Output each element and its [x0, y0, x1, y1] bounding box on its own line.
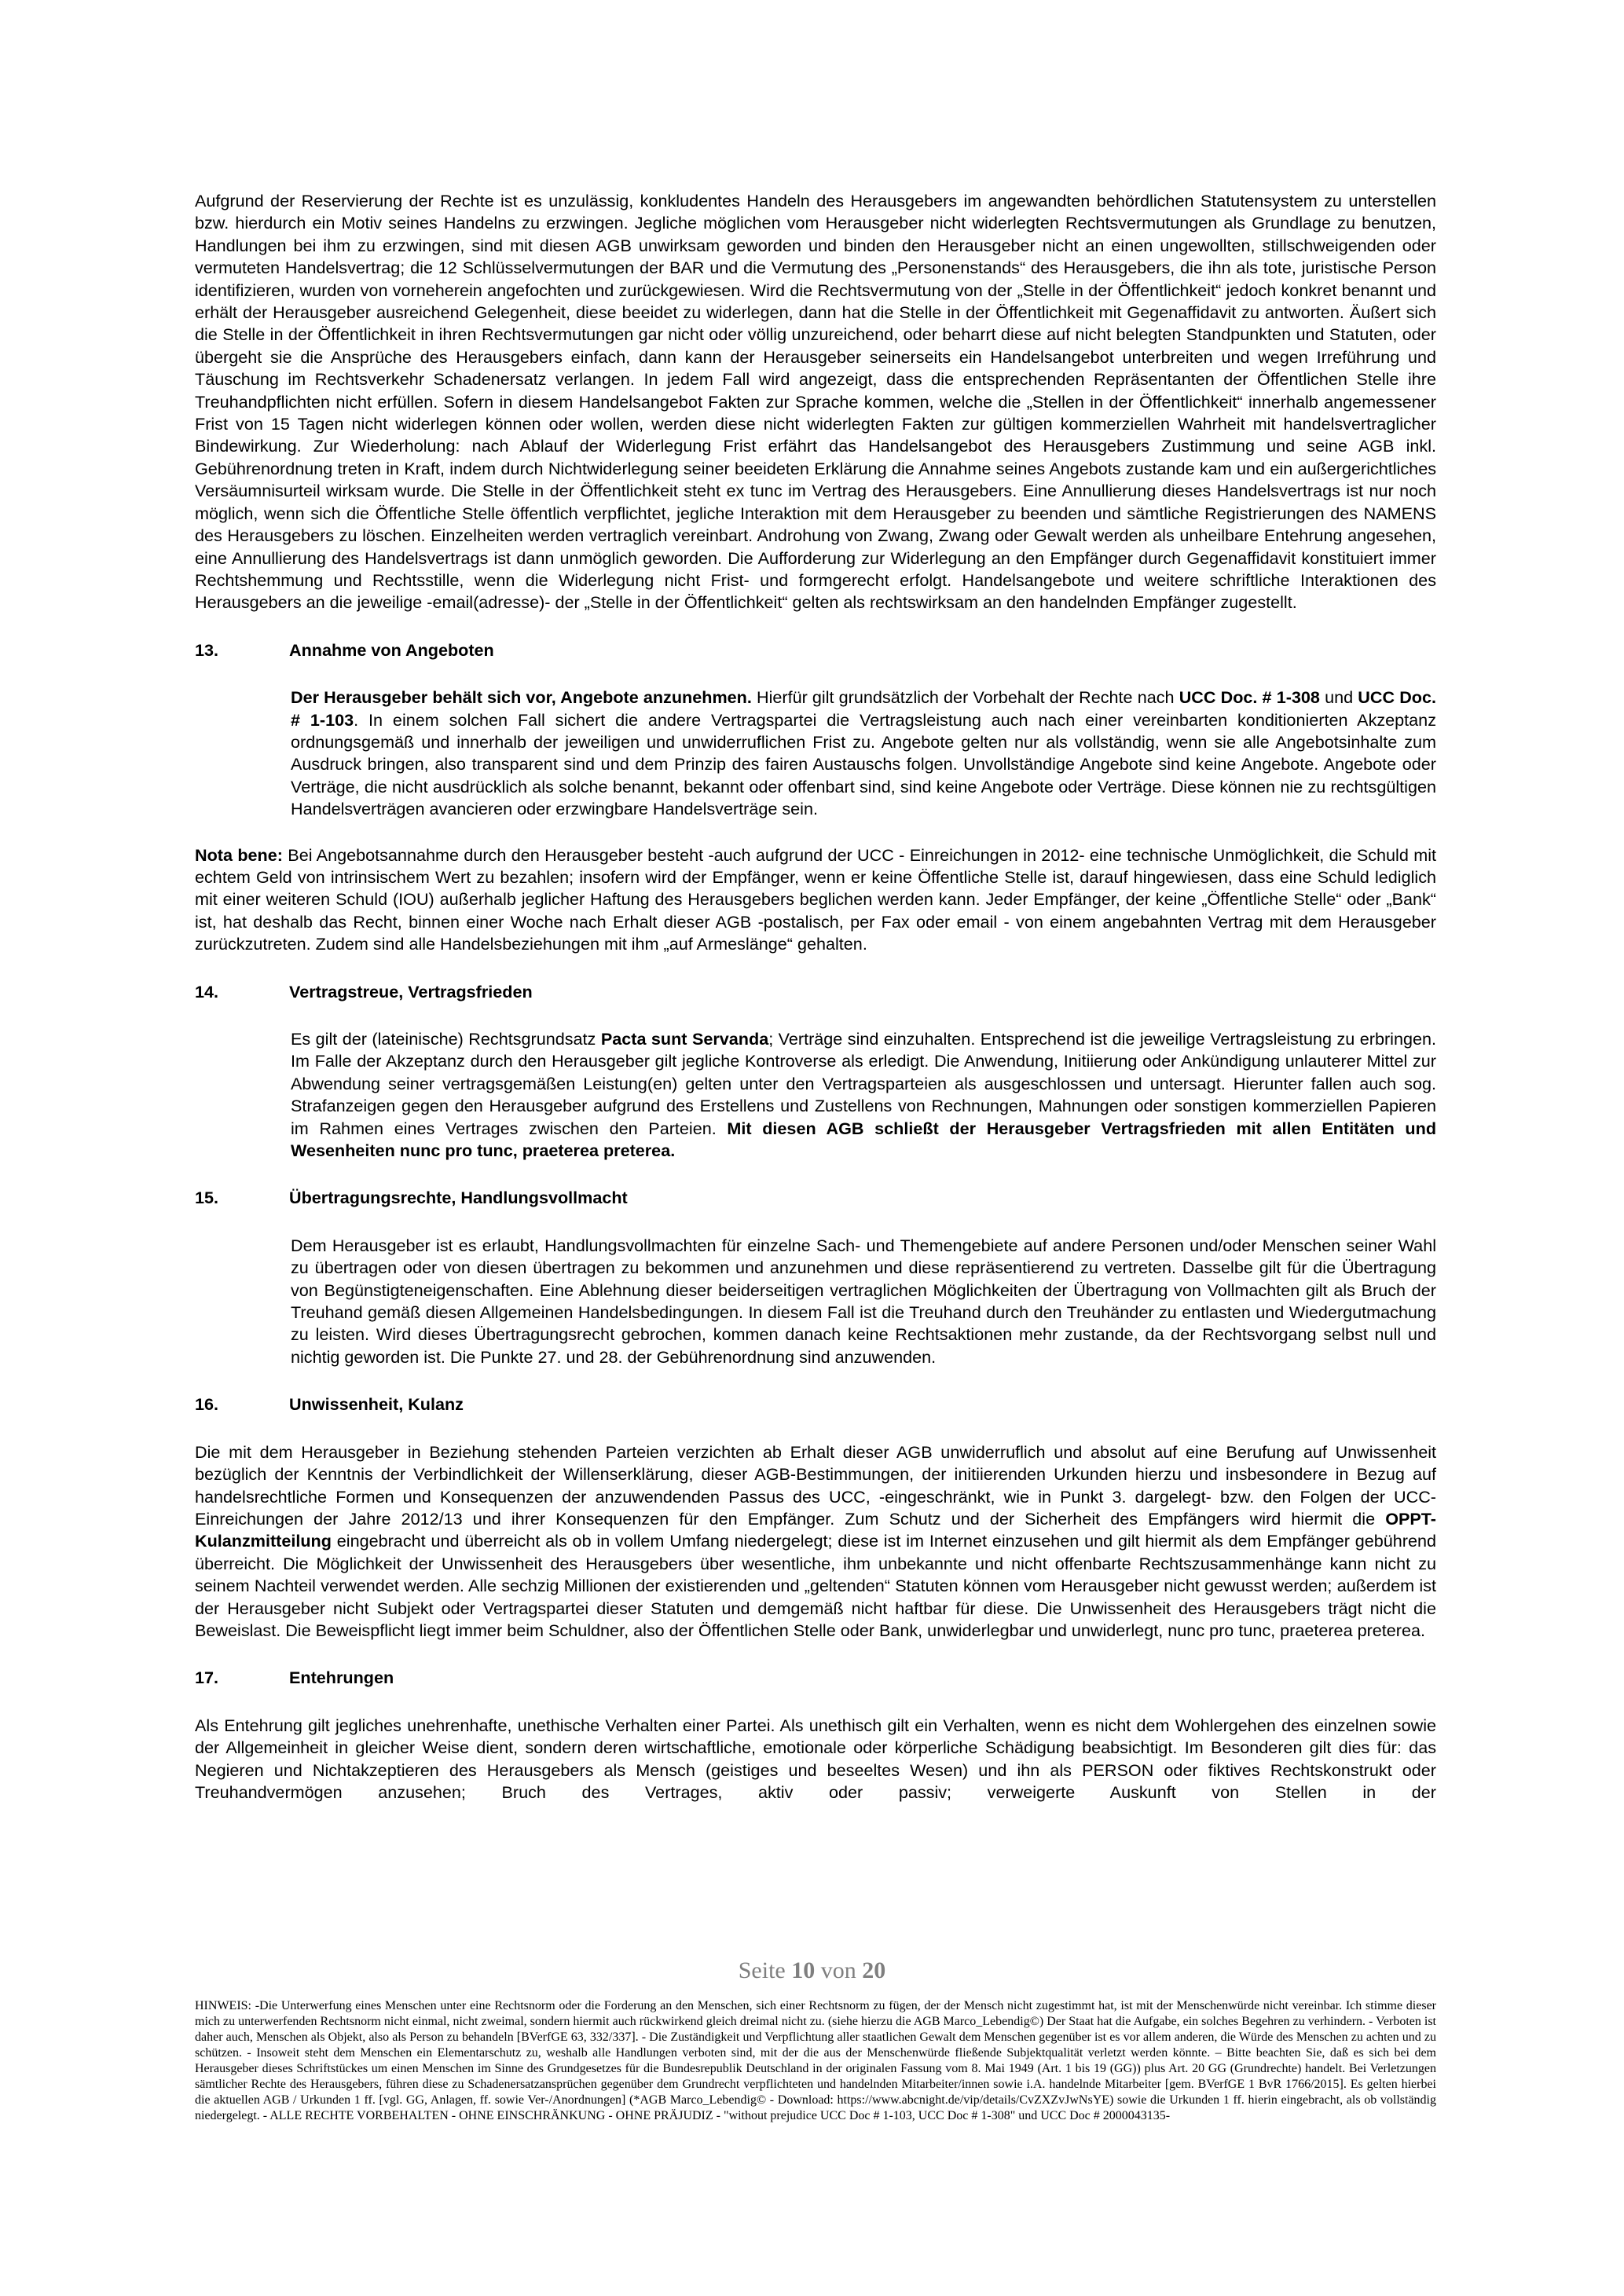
- text: und: [1319, 687, 1358, 708]
- bold-text: Mit diesen AGB schließt der Herausgeber Vertragsfrieden mit allen Entitäten und Wesenheiten nunc pro tunc, praeterea preterea.: [291, 1118, 1437, 1161]
- text: eingebracht und überreicht als ob in vollem Umfang niedergelegt; diese ist im Internet einzusehen und gilt hiermit als dem Empfänger gebührend überreicht. Die Möglichkeit der Unwissenheit des Herausgebers über wesentliche, ihm unbekannte und nicht offenbarte Rechtszusammenhänge kann nicht zu seinem Nachteil verwendet werden. Alle sechzig Millionen der existierenden und „geltenden“ Statuten können vom Herausgeber nicht gewusst werden; außerdem ist der Herausgeber nicht Subjekt oder Vertragspartei dieser Statuten und demgemäß nicht haftbar für diese. Die Unwissenheit des Herausgebers trägt nicht die Beweislast. Die Beweispflicht liegt immer beim Schuldner, also der Öffentlichen Stelle oder Bank, unwiderlegbar und unwiderlegt, nunc pro tunc, praeterea preterea.: [195, 1531, 1436, 1640]
- page-current: 10: [791, 1957, 816, 1983]
- section-16-heading: [195, 1393, 1436, 1415]
- section-title: Übertragungsrechte, Handlungsvollmacht: [289, 1188, 628, 1208]
- text: ; Verträge sind einzuhalten. Entsprechend ist die jeweilige Vertragsleistung zu erbringen. Im Falle der Akzeptanz durch den Herausgeber gilt jegliche Kontroverse als erledigt. Die Anwendung, Initiierung oder Ankündigung unlauterer Mittel zur Abwendung seiner vertragsgemäßen Leistung(en) gelten unter den Vertragsparteien als ausgeschlossen und untersagt. Hierunter fallen auch sog. Strafanzeigen gegen den Herausgeber aufgrund des Erstellens und Zustellens von Rechnungen, Mahnungen oder sonstigen kommerziellen Papieren im Rahmen eines Vertrages zwischen den Parteien.: [291, 1029, 1436, 1138]
- bold-text: Der Herausgeber behält sich vor, Angebote anzunehmen.: [291, 687, 752, 708]
- text: Es gilt der (lateinische) Rechtsgrundsatz: [291, 1029, 601, 1049]
- section-14-paragraph: [291, 1028, 1436, 1162]
- text: . In einem solchen Fall sichert die andere Vertragspartei die Vertragsleistung auch nach einer vereinbarten konditionierten Akzeptanz ordnungsgemäß und innerhalb der jeweiligen und unwiderruflichen Frist zu. Angebote gelten nur als vollständig, wenn sie alle Angebotsinhalte zum Ausdruck bringen, also transparent sind und dem Prinzip des fairen Austauschs folgen. Unvollständige Angebote sind keine Angebote. Angebote oder Verträge, die nicht ausdrücklich als solche benannt, bekannt oder offenbart sind, sind keine Angebote oder Verträge. Diese können nie zu rechtsgültigen Handelsverträgen avancieren oder erzwingbare Handelsverträge sein.: [291, 709, 1436, 819]
- section-number: 16.: [195, 1394, 219, 1415]
- section-title: Entehrungen: [289, 1668, 394, 1688]
- section-17-heading: [195, 1667, 1436, 1689]
- section-title: Annahme von Angeboten: [289, 639, 494, 660]
- bold-text: UCC Doc. # 1-103: [291, 687, 1436, 730]
- section-13-paragraph: [291, 687, 1436, 820]
- section-number: 13.: [195, 639, 219, 660]
- page-content: [195, 190, 1436, 1803]
- nota-bene-label: Nota bene:: [195, 844, 283, 865]
- text: Hierfür gilt grundsätzlich der Vorbehalt der Rechte nach: [751, 687, 1179, 708]
- bold-text: UCC Doc. # 1-308: [1179, 687, 1320, 708]
- page-number: [0, 1957, 1624, 1984]
- section-13-heading: [195, 639, 1436, 661]
- page-total: 20: [862, 1957, 886, 1983]
- page-middle: von: [815, 1957, 863, 1983]
- section-number: 17.: [195, 1668, 219, 1688]
- section-17-paragraph: Als Entehrung gilt jegliches unehrenhafte, unethische Verhalten einer Partei. Als unethisch gilt ein Verhalten, wenn es nicht dem Wohlergehen des einzelnen sowie der Allgemeinheit in gleicher Weise dient, sondern deren wirtschaftliche, emotionale oder körperliche Schädigung beabsichtigt. Im Besonderen gilt dies für: das Negieren und Nichtakzeptieren des Herausgebers als Mensch (geistiges und beseeltes Wesen) und ihn als PERSON oder fiktives Rechtskonstrukt oder Treuhandvermögen anzusehen; Bruch des Vertrages, aktiv oder passiv; verweigerte Auskunft von Stellen in der: [195, 1715, 1436, 1802]
- page-prefix: Seite: [738, 1957, 792, 1983]
- section-15-heading: [195, 1187, 1436, 1209]
- section-15-paragraph: Dem Herausgeber ist es erlaubt, Handlungsvollmachten für einzelne Sach- und Themengebiete auf andere Personen und/oder Menschen seiner Wahl zu übertragen oder von diesen übertragen zu bekommen und anzunehmen und diese repräsentierend zu vertreten. Dasselbe gilt für die Übertragung von Begünstigteneigenschaften. Eine Ablehnung dieser beiderseitigen vertraglichen Möglichkeiten der Übertragung von Vollmachten gilt als Bruch der Treuhand gemäß diesen Allgemeinen Handelsbedingungen. In diesem Fall ist die Treuhand durch den Treuhänder zu entlasten und Wiedergutmachung zu leisten. Wird dieses Übertragungsrecht gebrochen, kommen danach keine Rechtsaktionen mehr zustande, da der Rechtsvorgang selbst null und nichtig geworden ist. Die Punkte 27. und 28. der Gebührenordnung sind anzuwenden.: [291, 1235, 1436, 1367]
- intro-paragraph: Aufgrund der Reservierung der Rechte ist es unzulässig, konkludentes Handeln des Herausgebers im angewandten behördlichen Statutensystem zu unterstellen bzw. hierdurch ein Motiv seines Handelns zu erzwingen. Jegliche möglichen vom Herausgeber nicht widerlegten Rechtsvermutungen als Grundlage zu benutzen, Handlungen bei ihm zu erzwingen, sind mit diesen AGB unwirksam geworden und binden den Herausgeber nicht an einen ungewollten, stillschweigenden oder vermuteten Handelsvertrag; die 12 Schlüsselvermutungen der BAR und die Vermutung des „Personenstands“ des Herausgebers, die ihn als tote, juristische Person identifizieren, wurden von vorneherein angefochten und zurückgewiesen. Wird die Rechtsvermutung von der „Stelle in der Öffentlichkeit“ jedoch konkret benannt und erhält der Herausgeber ausreichend Gelegenheit, diese beeidet zu widerlegen, dann hat die Stelle in der Öffentlichkeit mit Gegenaffidavit zu antworten. Äußert sich die Stelle in der Öffentlichkeit in ihren Rechtsvermutungen gar nicht oder völlig unzureichend, oder beharrt diese auf nicht belegten Standpunkten und Statuten, oder übergeht sie die Ansprüche des Herausgebers einfach, dann kann der Herausgeber seinerseits ein Handelsangebot unterbreiten und wegen Irreführung und Täuschung im Rechtsverkehr Schadenersatz verlangen. In jedem Fall wird angezeigt, dass die entsprechenden Repräsentanten der Öffentlichen Stelle ihre Treuhandpflichten nicht erfüllen. Sofern in diesem Handelsangebot Fakten zur Sprache kommen, welche die „Stellen in der Öffentlichkeit“ innerhalb angemessener Frist von 15 Tagen nicht widerlegen können oder wollen, werden diese nicht widerlegten Fakten zur gültigen kommerziellen Wahrheit mit handelsvertraglicher Bindewirkung. Zur Wiederholung: nach Ablauf der Widerlegung Frist erfährt das Handelsangebot des Herausgebers Zustimmung und seine AGB inkl. Gebührenordnung treten in Kraft, indem durch Nichtwiderlegung seiner beeideten Erklärung die Annahme seines Angebots zustande kam und ein außergerichtliches Versäumnisurteil wirksam wurde. Die Stelle in der Öffentlichkeit steht ex tunc im Vertrag des Herausgebers. Eine Annullierung dieses Handelsvertrags ist nur noch möglich, wenn sich die Öffentliche Stelle öffentlich verpflichtet, jegliche Interaktion mit dem Herausgeber zu beenden und sämtliche Registrierungen des NAMENS des Herausgebers zu löschen. Einzelheiten werden vertraglich vereinbart. Androhung von Zwang, Zwang oder Gewalt werden als unheilbare Entehrung angesehen, eine Annullierung des Handelsvertrags ist dann unmöglich geworden. Die Aufforderung zur Widerlegung an den Empfänger durch Gegenaffidavit konstituiert immer Rechtshemmung und Rechtsstille, wenn die Widerlegung nicht Frist- und formgerecht erfolgt. Handelsangebote und weitere schriftliche Interaktionen des Herausgebers an die jeweilige -email(adresse)- der „Stelle in der Öffentlichkeit“ gelten als rechtswirksam an den handelnden Empfänger zugestellt.: [195, 191, 1436, 613]
- section-number: 15.: [195, 1188, 219, 1208]
- text: Die mit dem Herausgeber in Beziehung stehenden Parteien verzichten ab Erhalt dieser AGB unwiderruflich und absolut auf eine Berufung auf Unwissenheit bezüglich der Kenntnis der Verbindlichkeit der Willenserklärung, dieser AGB-Bestimmungen, der initiierenden Urkunden hierzu und insbesondere in Bezug auf handelsrechtliche Formen und Konsequenzen der anzuwendenden Passus des UCC, -eingeschränkt, wie in Punkt 3. dargelegt- bzw. den Folgen der UCC-Einreichungen der Jahre 2012/13 und ihrer Konsequenzen für den Empfänger. Zum Schutz und der Sicherheit des Empfängers wird hiermit die: [195, 1441, 1436, 1529]
- section-title: Vertragstreue, Vertragsfrieden: [289, 981, 533, 1002]
- section-14-heading: [195, 981, 1436, 1003]
- bold-text: Pacta sunt Servanda: [600, 1029, 769, 1049]
- footer-notice: HINWEIS: -Die Unterwerfung eines Menschen unter eine Rechtsnorm oder die Forderung an den Menschen, sich einer Rechtsnorm zu fügen, der der Mensch nicht zugestimmt hat, ist mit der Menschenwürde nicht vereinbar. Ich stimme dieser mich zu unterwerfenden Rechtsnorm nicht einmal, nicht zweimal, sondern hiermit auch rückwirkend gleich dreimal nicht zu. (siehe hierzu die AGB Marco_Lebendig©) Der Staat hat die Aufgabe, ein solches Begehren zu verhindern. - Verboten ist daher auch, Menschen als Objekt, also als Person zu behandeln [BVerfGE 63, 332/337]. - Die Zuständigkeit und Verpflichtung aller staatlichen Gewalt dem Menschen gegenüber ist es vor allem anderen, die Würde des Menschen zu achten und zu schützen. - Insoweit steht dem Menschen ein Elementarschutz zu, weshalb alle Handlungen verboten sind, mit der die aus der Menschenwürde fließende Subjektqualität verletzt werden könnte. – Bitte beachten Sie, daß es sich bei dem Herausgeber dieses Schriftstückes um einen Menschen im Sinne des Grundgesetzes für die Bundesrepublik Deutschland in der originalen Fassung vom 8. Mai 1949 (Art. 1 bis 19 (GG)) plus Art. 20 GG (Grundrechte) handelt. Bei Verletzungen sämtlicher Rechte des Herausgebers, führen diese zu Schadenersatzansprüchen gegenüber dem Grundrecht verpflichteten und handelnden Mitarbeiter/innen sowie i.A. handelnde Mitarbeiter [gem. BVerfGE 1 BvR 1766/2015]. Es gelten hierbei die aktuellen AGB / Urkunden 1 ff. [vgl. GG, Anlagen, ff. sowie Ver-/Anordnungen] (*AGB Marco_Lebendig© - Download: https://www.abcnight.de/vip/details/CvZXZvJwNsYE) sowie die Urkunden 1 ff. hierin eingebracht, als ob vollständig niedergelegt. - ALLE RECHTE VORBEHALTEN - OHNE EINSCHRÄNKUNG - OHNE PRÄJUDIZ - "without prejudice UCC Doc # 1-103, UCC Doc # 1-308" und UCC Doc # 2000043135-: [195, 1999, 1436, 2122]
- nota-bene-text: Bei Angebotsannahme durch den Herausgeber besteht -auch aufgrund der UCC - Einreichungen in 2012- eine technische Unmöglichkeit, die Schuld mit echtem Geld von intrinsischem Wert zu bezahlen; insofern wird der Empfänger, wenn er keine Öffentliche Stelle ist, darauf hingewiesen, dass eine Schuld lediglich mit einer weiteren Schuld (IOU) außerhalb jeglicher Haftung des Herausgebers beglichen werden kann. Jeder Empfänger, der keine „Öffentliche Stelle“ oder „Bank“ ist, hat deshalb das Recht, binnen einer Woche nach Erhalt dieser AGB -postalisch, per Fax oder email - von einem angebahnten Vertrag mit dem Herausgeber zurückzutreten. Zudem sind alle Handelsbeziehungen mit ihm „auf Armeslänge“ gehalten.: [195, 844, 1436, 954]
- section-16-paragraph: [195, 1441, 1436, 1642]
- bold-text: OPPT-Kulanzmitteilung: [195, 1508, 1436, 1551]
- section-title: Unwissenheit, Kulanz: [289, 1394, 464, 1415]
- section-number: 14.: [195, 981, 219, 1002]
- nota-bene-paragraph: [195, 844, 1436, 956]
